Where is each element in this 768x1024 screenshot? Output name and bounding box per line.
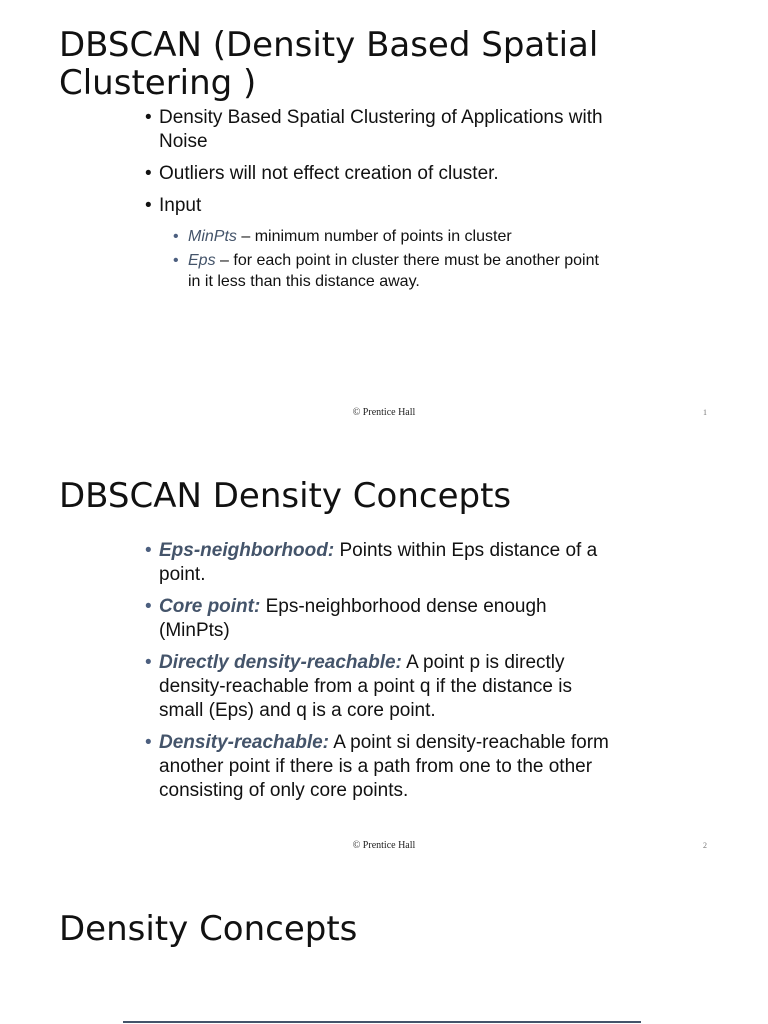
bullet-item — [143, 595, 618, 643]
bullet-text: – for each point in cluster there must be another point in it less than this distance away. — [188, 252, 599, 290]
page-number: 1 — [703, 408, 707, 417]
slide-3 — [0, 866, 768, 1024]
bullet-text: – minimum number of points in cluster — [236, 228, 512, 245]
bullet-item: • Density Based Spatial Clustering of Applications with Noise — [143, 106, 613, 154]
sub-bullet-item — [172, 250, 613, 292]
bullet-list — [143, 539, 618, 811]
bullet-text: A point p is directly density-reachable from a point q if the distance is small (Eps) and q is a core point. — [159, 652, 572, 721]
bullet-term: Core point: — [159, 596, 261, 617]
bullet-list — [143, 106, 613, 300]
slide-2 — [0, 433, 768, 866]
bullet-item — [143, 539, 618, 587]
bullet-item — [143, 651, 618, 723]
divider-line — [123, 1021, 641, 1023]
slide-title: Density Concepts — [59, 909, 358, 949]
bullet-term: Eps-neighborhood: — [159, 540, 335, 561]
slide-title: DBSCAN Density Concepts — [59, 476, 512, 516]
bullet-item — [143, 194, 613, 292]
bullet-term: Eps — [188, 252, 216, 269]
sub-bullet-item — [172, 226, 613, 247]
slide-1 — [0, 0, 768, 433]
slide-footer: © Prentice Hall — [352, 407, 416, 418]
bullet-text: Eps-neighborhood dense enough (MinPts) — [159, 596, 547, 641]
bullet-term: MinPts — [188, 228, 237, 245]
bullet-text: A point si density-reachable form another point if there is a path from one to the other consisting of only core points. — [159, 732, 609, 801]
bullet-text: Points within Eps distance of a point. — [159, 540, 598, 585]
bullet-text: Input — [159, 195, 202, 216]
slide-title: DBSCAN (Density Based Spatial Clustering ) — [59, 25, 599, 103]
sub-bullet-list — [172, 226, 613, 292]
bullet-item: • Outliers will not effect creation of cluster. — [143, 162, 613, 186]
page-number: 2 — [703, 841, 707, 850]
bullet-term: Density-reachable: — [159, 732, 330, 753]
bullet-item — [143, 731, 618, 803]
bullet-term: Directly density-reachable: — [159, 652, 402, 673]
slide-footer: © Prentice Hall — [352, 840, 416, 851]
